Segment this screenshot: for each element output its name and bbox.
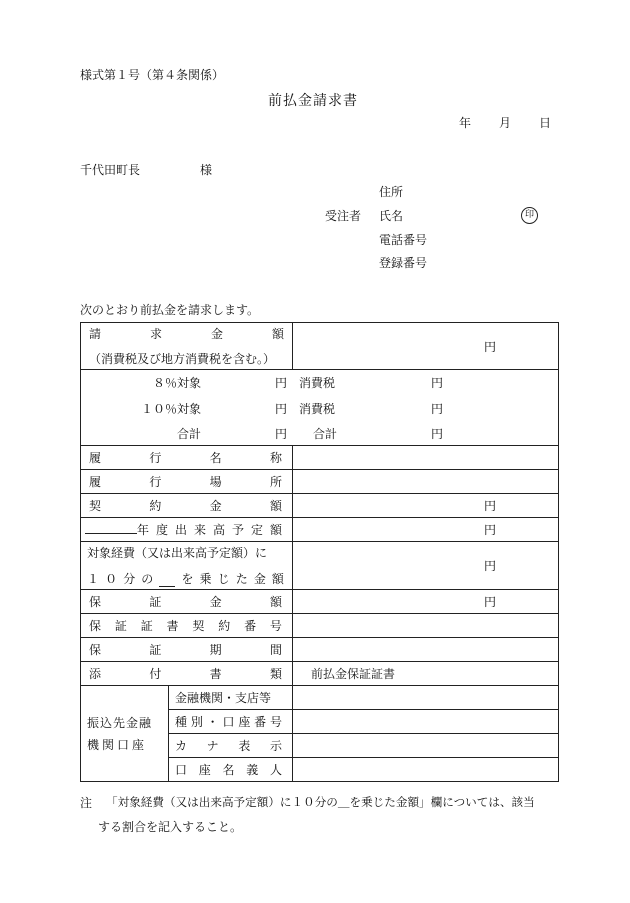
table-row (81, 590, 559, 614)
work-place-value[interactable] (293, 470, 559, 494)
table-row (81, 542, 559, 590)
request-amount-note: （消費税及び地方消費税を含む。） (89, 352, 276, 366)
tax-row-unit: 円 (274, 426, 287, 441)
tax-row-unit: 円 (274, 401, 287, 416)
table-row (81, 662, 559, 686)
account-holder-value[interactable] (293, 758, 559, 782)
note-marker: 注 (80, 796, 93, 810)
table-row (81, 614, 559, 638)
target-cost-line2: １ ０ 分 の を 乗 じ た 金 額 (87, 572, 284, 586)
request-amount-label: 請 求 金 額 (89, 327, 285, 341)
note-line1: 「対象経費（又は出来高予定額）に１０分の＿を乗じた金額」欄については、該当 (106, 795, 535, 809)
guarantee-contract-no-value[interactable] (293, 614, 559, 638)
guarantee-amount-label: 保 証 金 額 (81, 590, 293, 614)
bank-branch-value[interactable] (293, 686, 559, 710)
table-row (81, 518, 559, 542)
date-day: 日 (539, 116, 552, 130)
request-amount-value[interactable]: 円 (293, 323, 559, 370)
work-name-label: 履 行 名 称 (81, 446, 293, 470)
bank-account-label: 振込先金融 機関口座 (81, 686, 169, 782)
planned-output-label: 年 度 出 来 高 予 定 額 (81, 518, 293, 542)
target-cost-line1: 対象経費（又は出来高予定額）に (87, 546, 268, 560)
table-row (81, 494, 559, 518)
tax-label: 合計 (313, 426, 338, 441)
date-year: 年 (459, 116, 472, 130)
tax-unit: 円 (430, 426, 443, 441)
date-month: 月 (499, 116, 512, 130)
contract-amount-value[interactable]: 円 (293, 494, 559, 518)
guarantee-period-value[interactable] (293, 638, 559, 662)
table-row (81, 446, 559, 470)
work-name-value[interactable] (293, 446, 559, 470)
page-title: 前払金請求書 (268, 93, 358, 109)
attachment-value: 前払金保証証書 (293, 662, 559, 686)
guarantee-contract-no-label: 保 証 証 書 契 約 番 号 (81, 614, 293, 638)
table-row (81, 323, 559, 370)
table-row (81, 686, 559, 710)
tax-breakdown-cell[interactable] (81, 370, 559, 446)
contractor-registration-label: 登録番号 (379, 256, 428, 270)
seal-mark: 印 (521, 207, 538, 224)
target-cost-label (81, 542, 293, 590)
intro-text: 次のとおり前払金を請求します。 (80, 303, 260, 317)
attachment-label: 添 付 書 類 (81, 662, 293, 686)
tax-row-label: １０％対象 (140, 401, 201, 416)
table-row (81, 370, 559, 446)
account-type-number-label: 種 別 ・ 口 座 番 号 (169, 710, 293, 734)
contractor-phone-label: 電話番号 (379, 233, 428, 247)
planned-output-value[interactable]: 円 (293, 518, 559, 542)
addressee-honorific: 様 (200, 163, 213, 177)
bank-branch-label: 金融機関・支店等 (169, 686, 293, 710)
guarantee-period-label: 保 証 期 間 (81, 638, 293, 662)
table-row (81, 638, 559, 662)
request-amount-label-cell (81, 323, 293, 370)
table-row (81, 470, 559, 494)
addressee-name: 千代田町長 (80, 163, 141, 177)
tax-unit: 円 (430, 375, 443, 390)
tax-row-unit: 円 (274, 375, 287, 390)
tax-label: 消費税 (299, 375, 336, 390)
contractor-address-label: 住所 (379, 185, 404, 199)
tax-unit: 円 (430, 401, 443, 416)
contract-amount-label: 契 約 金 額 (81, 494, 293, 518)
target-cost-value[interactable]: 円 (293, 542, 559, 590)
contractor-role: 受注者 (325, 209, 362, 223)
request-table (80, 322, 559, 782)
tax-row-label: ８％対象 (152, 375, 201, 390)
account-type-number-value[interactable] (293, 710, 559, 734)
form-id: 様式第１号（第４条関係） (80, 68, 225, 82)
tax-row-label: 合計 (176, 426, 201, 441)
kana-display-label: カ ナ 表 示 (169, 734, 293, 758)
tax-label: 消費税 (299, 401, 336, 416)
account-holder-label: 口 座 名 義 人 (169, 758, 293, 782)
kana-display-value[interactable] (293, 734, 559, 758)
work-place-label: 履 行 場 所 (81, 470, 293, 494)
guarantee-amount-value[interactable]: 円 (293, 590, 559, 614)
note-line2: する割合を記入すること。 (98, 820, 243, 834)
contractor-name-label: 氏名 (379, 209, 404, 223)
